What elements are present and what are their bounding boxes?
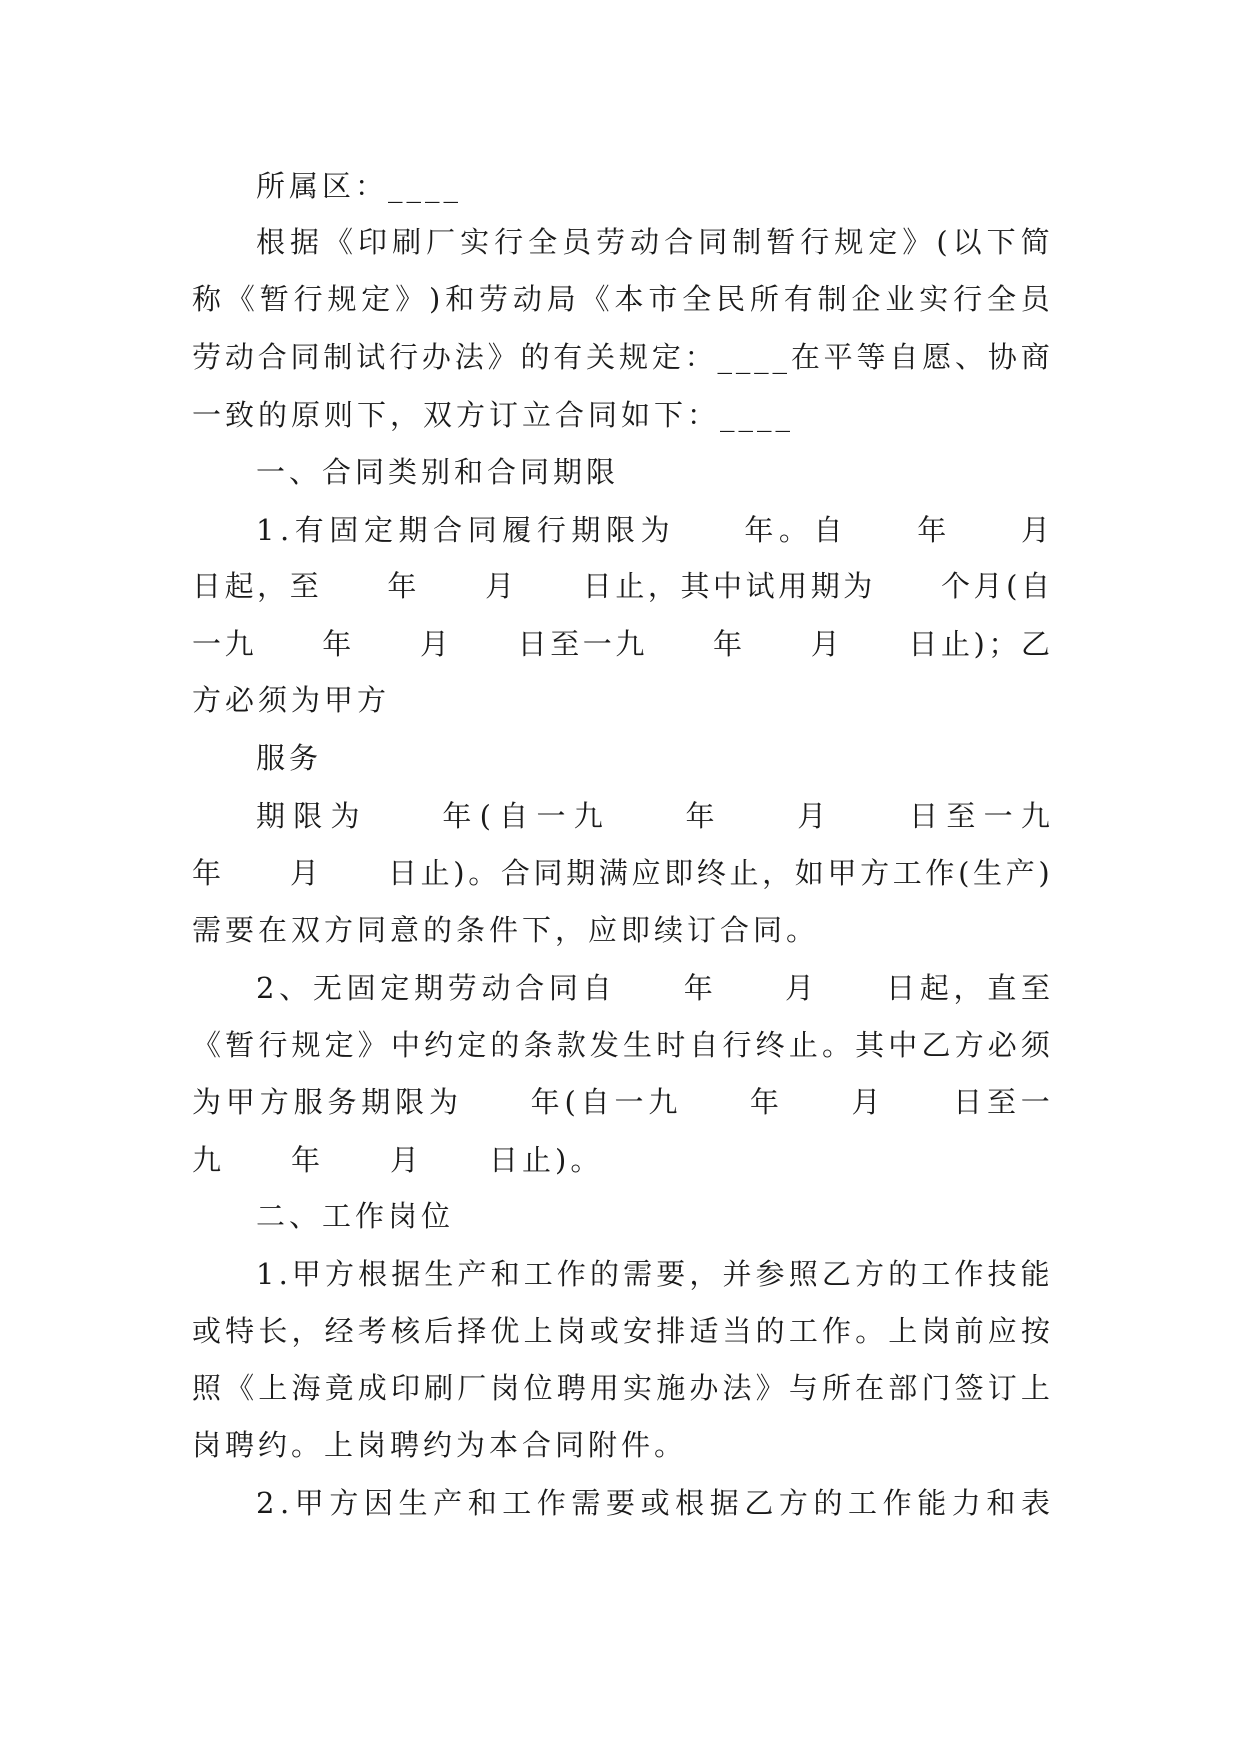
clause-line: 2 、 无 固 定 期 劳 动 合 同 自 年 月 日 起 ， 直 至 [256,971,1050,1005]
preamble-line: 劳 动 合 同 制 试 行 办 法 》 的 有 关 规 定 ： _ _ _ _ 在 平 等 自 愿 、 协 商 [192,340,1050,374]
clause-line: 一 九 年 月 日 至 一 九 年 月 日 止 ) ； 乙 [192,627,1050,661]
clause-line: 期 限 为 年 ( 自 一 九 年 月 日 至 一 九 [256,799,1050,833]
clause-line: 《 暂 行 规 定 》 中 约 定 的 条 款 发 生 时 自 行 终 止 。 其 中 乙 方 必 须 [192,1028,1050,1062]
clause-line: 或 特 长 ， 经 考 核 后 择 优 上 岗 或 安 排 适 当 的 工 作 。 上 岗 前 应 按 [192,1314,1050,1348]
section-heading-contract-type: 一、合同类别和合同期限 [256,455,620,489]
preamble-line: 称 《 暂 行 规 定 》 ) 和 劳 动 局 《 本 市 全 民 所 有 制 企 业 实 行 全 员 [192,282,1050,316]
clause-line: 1 . 有 固 定 期 合 同 履 行 期 限 为 年 。 自 年 月 [256,513,1050,547]
clause-line: 岗聘约。上岗聘约为本合同附件。 [192,1428,688,1462]
preamble-line: 根 据 《 印 刷 厂 实 行 全 员 劳 动 合 同 制 暂 行 规 定 》 ( 以 下 简 [256,225,1050,259]
clause-line: 方必须为甲方 [192,683,391,717]
clause-line: 九 年 月 日止)。 [192,1143,604,1177]
district-field: 所属区：____ [256,169,463,203]
preamble-line: 一致的原则下，双方订立合同如下：____ [192,398,795,432]
clause-line: 服务 [256,741,323,775]
section-heading-work-position: 二、工作岗位 [256,1199,455,1233]
clause-line: 为 甲 方 服 务 期 限 为 年 ( 自 一 九 年 月 日 至 一 [192,1085,1050,1119]
clause-line: 2 . 甲 方 因 生 产 和 工 作 需 要 或 根 据 乙 方 的 工 作 能 力 和 表 [256,1486,1050,1520]
clause-line: 1 . 甲 方 根 据 生 产 和 工 作 的 需 要 ， 并 参 照 乙 方 的 工 作 技 能 [256,1257,1050,1291]
clause-line: 照 《 上 海 竟 成 印 刷 厂 岗 位 聘 用 实 施 办 法 》 与 所 在 部 门 签 订 上 [192,1371,1050,1405]
clause-line: 日 起 ， 至 年 月 日 止 ， 其 中 试 用 期 为 个 月 ( 自 [192,569,1050,603]
clause-line: 年 月 日 止 ) 。 合 同 期 满 应 即 终 止 ， 如 甲 方 工 作 ( 生 产 ) [192,856,1050,890]
clause-line: 需要在双方同意的条件下，应即续订合同。 [192,913,820,947]
